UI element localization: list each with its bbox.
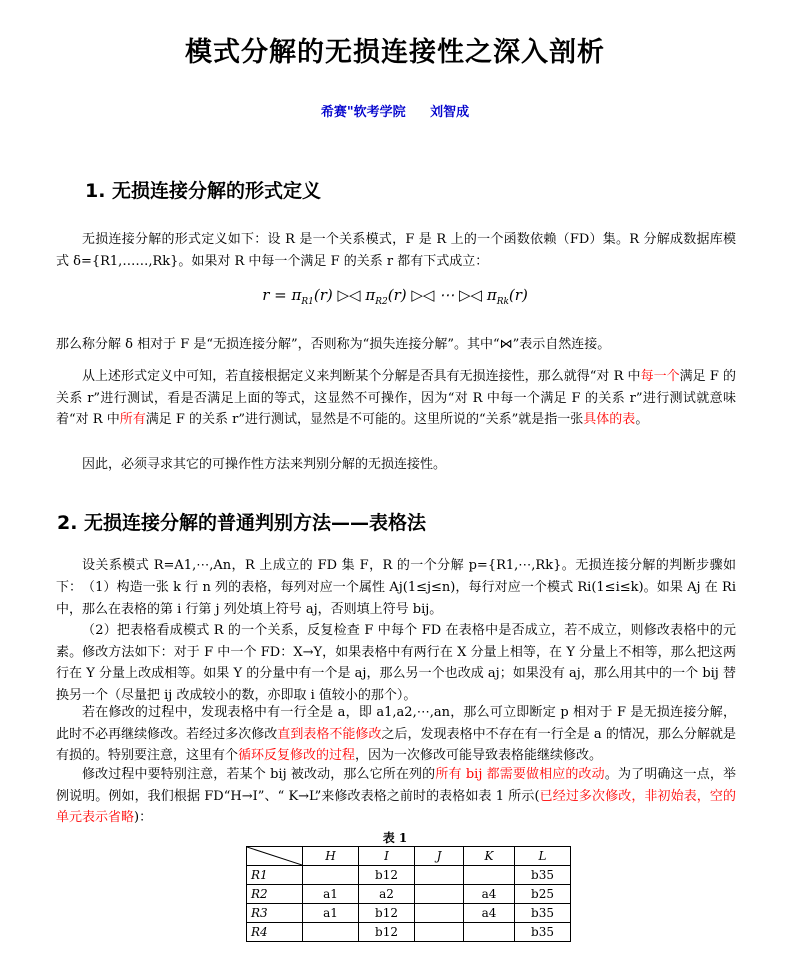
formula-sub-3: Rk — [496, 297, 509, 307]
table-cell: b35 — [515, 866, 571, 885]
formula-end: (r) — [508, 286, 528, 304]
table-cell: a4 — [464, 904, 515, 923]
author-name: 刘智成 — [430, 105, 470, 120]
table-cell: b35 — [515, 904, 571, 923]
table-cell: b12 — [359, 923, 415, 942]
table-cell: a4 — [464, 885, 515, 904]
p3-emphasis-all: 所有 — [119, 412, 146, 427]
table-row — [247, 885, 571, 904]
table-cell: b12 — [359, 866, 415, 885]
p4-text-b: 之后，发现表格中不存在有一行全是 a 的情况，那么分解就是有损的。特别要注意，这里有个 — [56, 726, 736, 763]
section-1-paragraph-1: 无损连接分解的形式定义如下：设 R 是一个关系模式，F 是 R 上的一个函数依赖（FD）集。R 分解成数据库模式 δ={R1,……,Rk}。如果对 R 中每一个满足 F 的关系 r 都有下式成立： — [56, 232, 736, 269]
table-cell — [464, 923, 515, 942]
p4-emphasis-until-unchangeable: 直到表格不能修改 — [277, 726, 382, 742]
table-1 — [246, 846, 571, 942]
p3-emphasis-every: 每一个 — [640, 369, 680, 384]
formula-lhs: r = — [262, 286, 287, 304]
p5-emphasis-all-bij: 所有 bij 都需要做相应的改动 — [435, 767, 605, 782]
section-2-step-1: （1）构造一张 k 行 n 列的表格，每列对应一个属性 Aj(1≤j≤n)，每行对应一个模式 Ri(1≤i≤k)。如果 Aj 在 Ri 中，那么在表格的第 i 行第 j 列处填上符号 aj，否则填上符号 bij。 — [56, 580, 736, 617]
table-cell — [464, 866, 515, 885]
formula-join-2: (r) ▷◁ ⋯ ▷◁ π — [387, 286, 497, 304]
p3-text-c: 满足 F 的关系 r”进行测试，显然是不可能的。这里所说的“关系”就是指一张 — [145, 412, 584, 427]
table-cell: b35 — [515, 923, 571, 942]
table-cell — [303, 866, 359, 885]
table-1-caption: 表 1 — [382, 831, 408, 845]
p5-text-b: 。为了明确这一点，举例说明。例如，我们根据 FD“H→I”、“ K→L”来修改表格之前时的表格如表 1 所示( — [56, 767, 736, 804]
table-row — [247, 923, 571, 942]
formula-sub-1: R1 — [301, 297, 314, 307]
section-1-heading: 1. 无损连接分解的形式定义 — [85, 180, 322, 202]
lossless-join-formula — [0, 286, 790, 307]
table-corner-cell — [247, 847, 303, 866]
diagonal-line-icon — [247, 847, 302, 865]
author-line — [0, 101, 790, 120]
table-header-J: J — [415, 847, 464, 866]
section-1-paragraph-3 — [56, 366, 736, 431]
author-org: 希赛"软考学院 — [320, 105, 406, 120]
row-label: R4 — [247, 923, 303, 942]
section-2-step-2: （2）把表格看成模式 R 的一个关系，反复检查 F 中每个 FD 在表格中是否成立，若不成立，则修改表格中的元素。修改方法如下：对于 F 中一个 FD：X→Y，如果表格中有两行在 X 分量上相等，在 Y 分量上不相等，那么把这两行在 Y 分量上改成相等。如果 Y 的分量中有一个是 aj，那么另一个也改成 aj；如果没有 aj，那么用其中的一个 bij 替换另一个（尽量把 ij 改成较小的数，亦即取 i 值较小的那个）。 — [56, 623, 736, 703]
section-2-paragraph-4 — [56, 702, 736, 767]
p4-text-c: ，因为一次修改可能导致表格能继续修改。 — [355, 748, 603, 763]
table-cell: b12 — [359, 904, 415, 923]
row-label: R1 — [247, 866, 303, 885]
table-cell — [303, 923, 359, 942]
p4-emphasis-loop: 循环反复修改的过程 — [238, 748, 356, 763]
table-row — [247, 866, 571, 885]
table-cell: a1 — [303, 885, 359, 904]
table-header-I: I — [359, 847, 415, 866]
p3-emphasis-table: 具体的表 — [583, 412, 636, 427]
p5-text-a: 修改过程中要特别注意，若某个 bij 被改动，那么它所在列的 — [82, 767, 436, 782]
table-cell — [415, 904, 464, 923]
table-row — [247, 904, 571, 923]
p3-text-b: 满足 F 的关系 r”进行测试，看是否满足上面的等式，这显然不可操作，因为“对 R 中每一个满足 F 的关系 r”进行测试就意味着“对 R 中 — [56, 369, 736, 427]
table-header-H: H — [303, 847, 359, 866]
p3-text-d: 。 — [635, 412, 649, 427]
row-label: R2 — [247, 885, 303, 904]
table-cell — [415, 866, 464, 885]
p5-emphasis-note: 已经过多次修改，非初始表，空的单元表示省略 — [56, 788, 736, 825]
page-title: 模式分解的无损连接性之深入剖析 — [185, 37, 605, 68]
row-label: R3 — [247, 904, 303, 923]
p3-text-a: 从上述形式定义中可知，若直接根据定义来判断某个分解是否具有无损连接性，那么就得“对 R 中 — [82, 369, 641, 384]
table-cell: a1 — [303, 904, 359, 923]
table-header-row — [247, 847, 571, 866]
table-header-L: L — [515, 847, 571, 866]
table-cell — [415, 885, 464, 904]
section-1-paragraph-4: 因此，必须寻求其它的可操作性方法来判别分解的无损连接性。 — [82, 457, 447, 472]
table-cell: b25 — [515, 885, 571, 904]
formula-pi-1: π — [291, 286, 302, 304]
section-1-paragraph-2: 那么称分解 δ 相对于 F 是“无损连接分解”，否则称为“损失连接分解”。其中“⋈”表示自然连接。 — [56, 337, 611, 352]
table-cell — [415, 923, 464, 942]
formula-sub-2: R2 — [375, 297, 388, 307]
section-2-paragraph-1: 设关系模式 R=A1,⋯,An，R 上成立的 FD 集 F，R 的一个分解 p={R1,⋯,Rk}。无损连接分解的判断步骤如下： — [56, 558, 736, 595]
formula-join-1: (r) ▷◁ π — [313, 286, 376, 304]
p5-text-c: )： — [134, 810, 153, 825]
p4-text-a: 若在修改的过程中，发现表格中有一行全是 a，即 a1,a2,⋯,an，那么可立即断定 p 相对于 F 是无损连接分解，此时不必再继续修改。若经过多次修改 — [56, 705, 736, 742]
table-cell: a2 — [359, 885, 415, 904]
table-header-K: K — [464, 847, 515, 866]
section-2-heading: 2. 无损连接分解的普通判别方法——表格法 — [57, 512, 427, 534]
section-2-paragraph-5 — [56, 764, 736, 829]
